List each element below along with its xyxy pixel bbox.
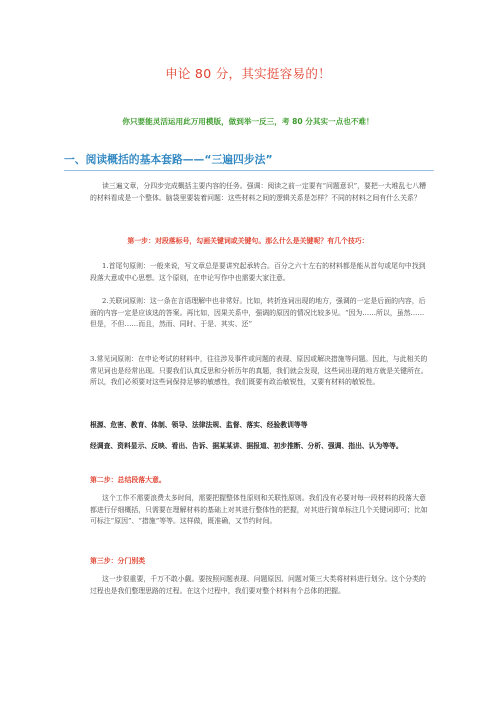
page-subtitle: 你只要能灵活运用此万用模版，做到举一反三，考 80 分其实一点也不难！ (122, 117, 374, 126)
section-heading: 一、阅读概括的基本套路——“三遍四步法” (64, 153, 273, 166)
step3-paragraph: 这一步很重要，千万不敢小觑。要按照问题表现、问题原因、问题对策三大类将材料进行划分。这个分类的过程也是我们整理思路的过程。在这个过程中，我们要对整个材料有个总体的把握。 (90, 575, 426, 595)
step2-heading: 第二步：总结段落大意。 (90, 476, 166, 484)
step1-heading: 第一步：对段落标号，勾画关键词或关键句。那么什么是关键呢？有几个技巧： (127, 237, 369, 245)
keyword-list-1: 根源、危害、教育、体制、领导、法律法规、监督、落实、经验教训等等 (90, 421, 308, 429)
step2-paragraph: 这个工作不需要浪费太多时间，需要把握整体性原则和关联性原则。我们没有必要对每一段材料的段落大意都进行仔细概括，只需要在理解材料的基础上对其进行整体性的把握，对其进行简单标注几个关键词即可；比如可标注“原因”、“措施”等等。这样做，既准确，又节约时间。 (90, 494, 428, 526)
heading-divider (64, 170, 434, 171)
principle-connectives: 2.关联词原则：这一条在言语理解中也非常好。比如，转折连词出现的地方，强调的一定是后面的内容，后面的内容一定是应该选的答案。再比如，因果关系中，强调的原因的情况比较多见。“因为……所以，虽然……但是，不但……而且，然而、同时、于是、其实、还” (90, 297, 426, 329)
step3-heading: 第三步：分门别类 (90, 557, 146, 565)
page-title: 申论 80 分，其实挺容易的！ (165, 66, 331, 81)
principle-first-last: 1.首尾句原则：一般来说，写文章总是要讲究起承转合。百分之六十左右的材料都是能从首句或尾句中找到段落大意或中心思想。这个原则，在申论写作中也需要大家注意。 (90, 262, 426, 282)
intro-paragraph: 读三遍文章，分四步完成概括主要内容的任务。强调：阅读之前一定要有“问题意识”，要把一大堆乱七八糟的材料看成是一个整体。脑袋里要装着问题：这些材料之间的逻辑关系是怎样？不同的材料之间有什么关系？ (90, 182, 427, 202)
principle-common-words: 3.常见词原则：在申论考试的材料中，往往涉及事件或问题的表现、原因或解决措施等问题。因此，与此相关的常见词也是经常出现。只要我们认真反思和分析历年的真题，我们就会发现，这些词出现的地方就是关键所在。所以，我们必须要对这些词保持足够的敏感性，我们既要有政治敏锐性，又要有材料的敏锐性。 (90, 355, 428, 387)
keyword-list-2: 经调查、资料显示、反映、看出、告诉、据某某讲、据报道、初步推断、分析、强调、指出、认为等等。 (90, 442, 403, 450)
